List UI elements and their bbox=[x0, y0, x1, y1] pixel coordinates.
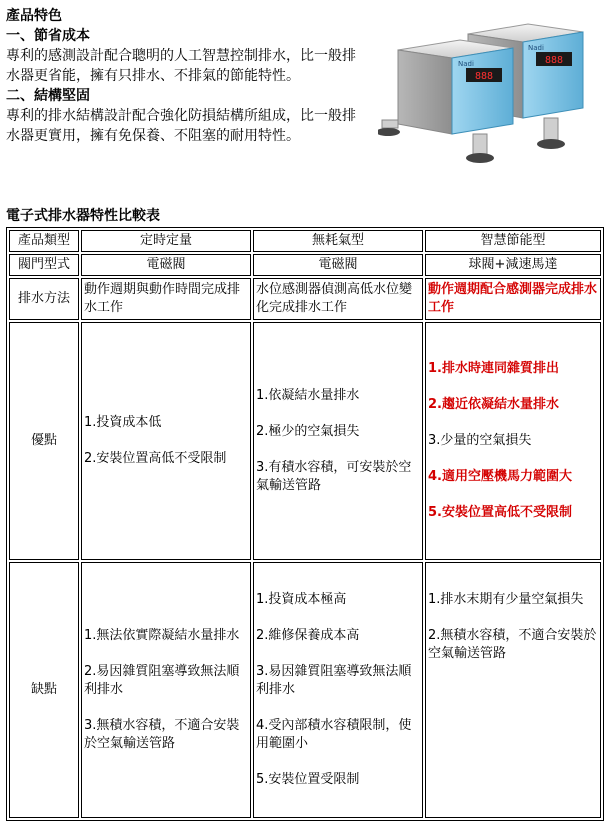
row-label-valve: 閥門型式 bbox=[9, 254, 79, 276]
valve-timed: 電磁閥 bbox=[81, 254, 251, 276]
row-label-type: 產品類型 bbox=[9, 230, 79, 252]
product-features bbox=[6, 6, 356, 146]
table-row-method bbox=[9, 278, 601, 320]
section1-heading: 一、節省成本 bbox=[6, 28, 90, 44]
section1-text: 專利的感測設計配合聰明的人工智慧控制排水，比一般排水器更省能，擁有只排水、不排氣的節能特性。 bbox=[6, 48, 356, 84]
table-row-cons bbox=[9, 562, 601, 818]
list-item: 2.易因雜質阻塞導致無法順利排水 bbox=[84, 664, 240, 697]
table-row-pros bbox=[9, 322, 601, 560]
cons-zero-loss bbox=[253, 562, 423, 818]
section2-heading: 二、結構堅固 bbox=[6, 88, 90, 104]
features-title: 產品特色 bbox=[6, 8, 62, 24]
list-item: 2.維修保養成本高 bbox=[256, 628, 360, 643]
list-item: 1.投資成本極高 bbox=[256, 592, 347, 607]
list-item: 1.投資成本低 bbox=[84, 415, 162, 430]
row-label-pros: 優點 bbox=[9, 322, 79, 560]
pros-smart bbox=[425, 322, 601, 560]
table-row-type bbox=[9, 230, 601, 252]
list-item: 1.排水末期有少量空氣損失 bbox=[428, 592, 584, 607]
svg-text:Nadi: Nadi bbox=[458, 60, 474, 68]
svg-text:888: 888 bbox=[544, 55, 564, 66]
cons-timed bbox=[81, 562, 251, 818]
valve-smart: 球閥+減速馬達 bbox=[425, 254, 601, 276]
list-item: 3.易因雜質阻塞導致無法順利排水 bbox=[256, 664, 412, 697]
svg-text:888: 888 bbox=[474, 71, 494, 82]
pros-zero-loss bbox=[253, 322, 423, 560]
section2-text: 專利的排水結構設計配合強化防損結構所組成，比一般排水器更實用，擁有免保養、不阻塞的耐用特性。 bbox=[6, 108, 356, 144]
method-zero-loss: 水位感測器偵測高低水位變化完成排水工作 bbox=[253, 278, 423, 320]
svg-text:Nadi: Nadi bbox=[528, 44, 544, 52]
col-header-smart: 智慧節能型 bbox=[425, 230, 601, 252]
list-item: 2.無積水容積，不適合安裝於空氣輸送管路 bbox=[428, 628, 597, 661]
list-item: 4.受內部積水容積限制，使用範圍小 bbox=[256, 718, 412, 751]
list-item: 5.安裝位置受限制 bbox=[256, 772, 360, 787]
list-item: 3.少量的空氣損失 bbox=[428, 433, 532, 448]
list-item: 4.適用空壓機馬力範圍大 bbox=[428, 469, 572, 484]
list-item: 2.極少的空氣損失 bbox=[256, 424, 360, 439]
pros-timed bbox=[81, 322, 251, 560]
col-header-timed: 定時定量 bbox=[81, 230, 251, 252]
list-item: 2.安裝位置高低不受限制 bbox=[84, 451, 227, 466]
list-item: 2.趨近依凝結水量排水 bbox=[428, 397, 559, 412]
valve-zero-loss: 電磁閥 bbox=[253, 254, 423, 276]
list-item: 1.無法依實際凝結水量排水 bbox=[84, 628, 240, 643]
table-row-valve bbox=[9, 254, 601, 276]
row-label-method: 排水方法 bbox=[9, 278, 79, 320]
comparison-title: 電子式排水器特性比較表 bbox=[6, 208, 160, 224]
comparison-table bbox=[6, 227, 604, 821]
list-item: 3.有積水容積，可安裝於空氣輸送管路 bbox=[256, 460, 412, 493]
drain-unit-front bbox=[378, 40, 513, 163]
drain-valve-product-image bbox=[378, 20, 600, 170]
method-timed: 動作週期與動作時間完成排水工作 bbox=[81, 278, 251, 320]
list-item: 1.依凝結水量排水 bbox=[256, 388, 360, 403]
method-smart: 動作週期配合感測器完成排水工作 bbox=[425, 278, 601, 320]
list-item: 3.無積水容積，不適合安裝於空氣輸送管路 bbox=[84, 718, 240, 751]
list-item: 5.安裝位置高低不受限制 bbox=[428, 505, 572, 520]
col-header-zero-loss: 無耗氣型 bbox=[253, 230, 423, 252]
row-label-cons: 缺點 bbox=[9, 562, 79, 818]
cons-smart bbox=[425, 562, 601, 818]
list-item: 1.排水時連同雜質排出 bbox=[428, 361, 559, 376]
